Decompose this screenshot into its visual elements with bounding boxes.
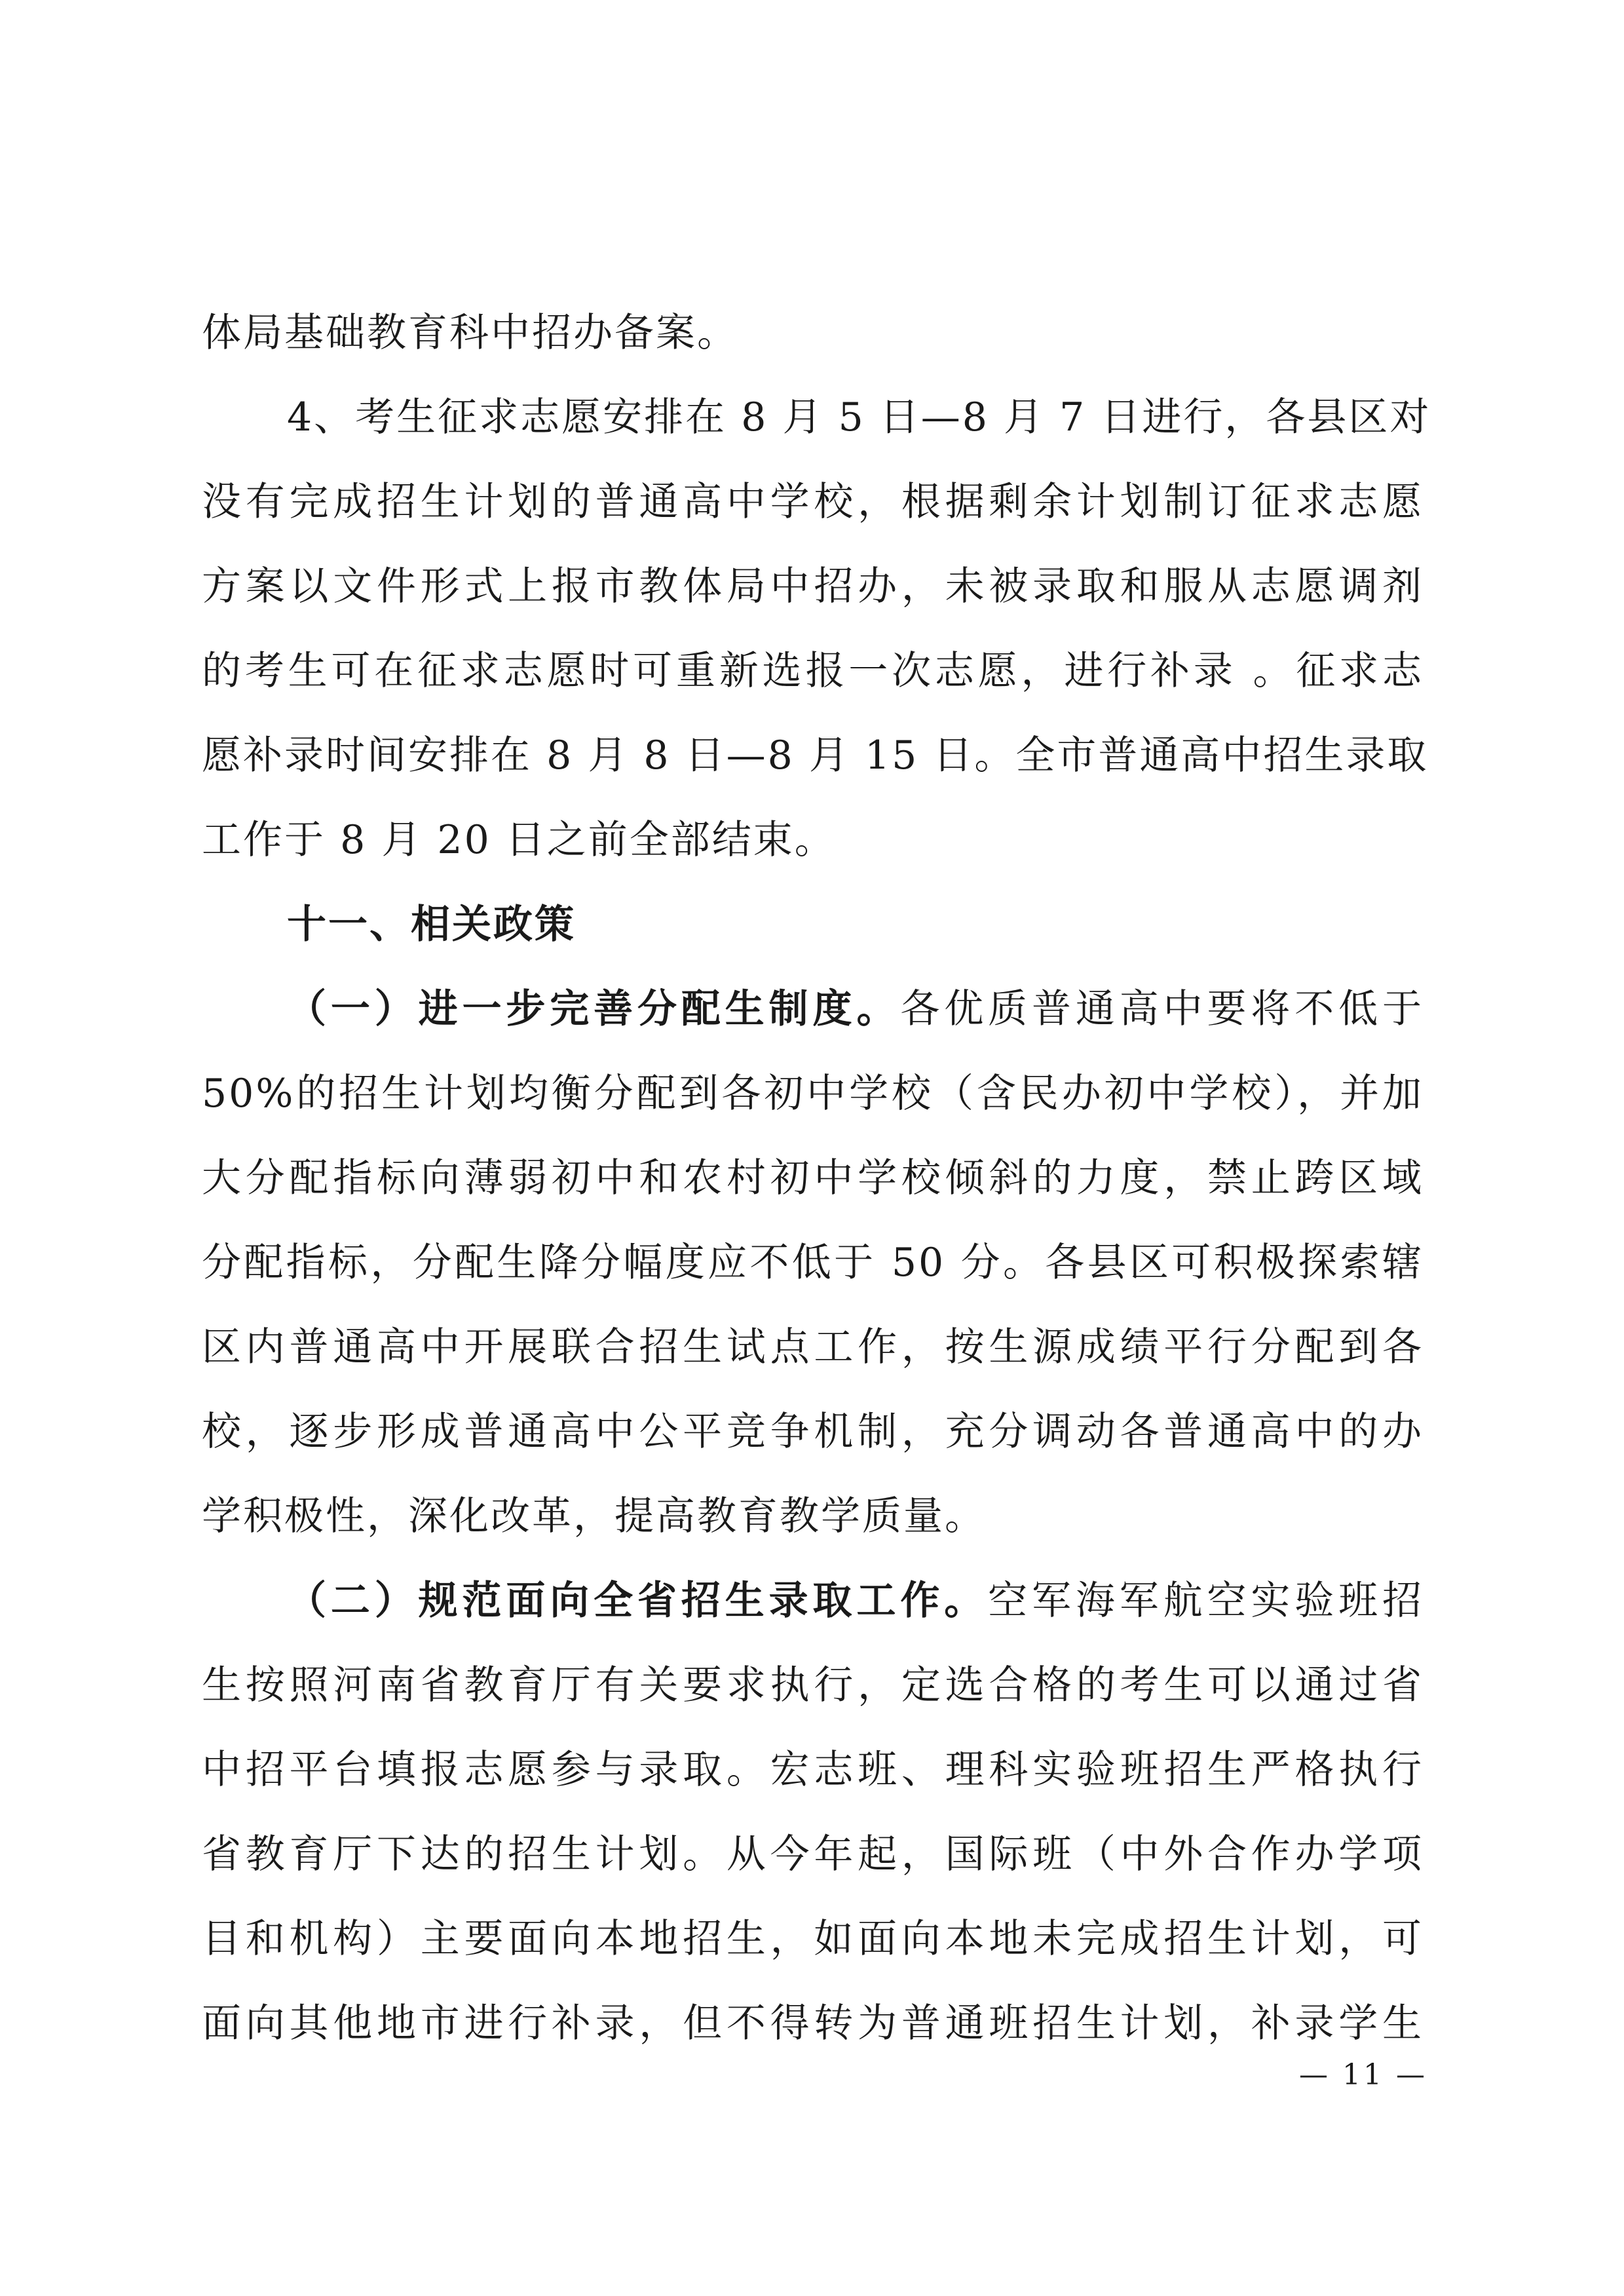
line-text: 4、考生征求志愿安排在 8 月 5 日—8 月 7 日进行，各县区对 [287,394,1431,440]
text-line [287,1575,1424,1627]
text-line [202,1744,1424,1796]
line-text: 学积极性，深化改革，提高教育教学质量。 [202,1493,986,1539]
page-number: — 11 — [1299,2058,1427,2092]
line-text: 面向其他地市进行补录，但不得转为普通班招生计划，补录学生 [202,2000,1424,2046]
text-line [202,645,1424,697]
text-line [202,560,1424,613]
line-text: 体局基础教育科中招办备案。 [202,310,738,356]
subsection-heading: （一）进一步完善分配生制度。 [287,986,901,1032]
line-text: 目和机构）主要面向本地招生，如面向本地未完成招生计划，可 [202,1916,1424,1962]
line-text: 空军海军航空实验班招 [988,1578,1424,1624]
line-text: 工作于 8 月 20 日之前全部结束。 [202,817,836,863]
text-line [202,814,1424,866]
line-text: 中招平台填报志愿参与录取。宏志班、理科实验班招生严格执行 [202,1747,1424,1793]
line-text: 分配指标，分配生降分幅度应不低于 50 分。各县区可积极探索辖 [202,1240,1424,1286]
line-text: 方案以文件形式上报市教体局中招办，未被录取和服从志愿调剂 [202,564,1424,609]
line-text: 没有完成招生计划的普通高中学校，根据剩余计划制订征求志愿 [202,479,1424,525]
text-line [202,476,1424,528]
text-line [202,1236,1424,1289]
text-line [202,1997,1424,2050]
text-line [202,1321,1424,1373]
text-line [202,1490,1424,1542]
line-text: 的考生可在征求志愿时可重新选报一次志愿，进行补录 。征求志 [202,648,1424,694]
section-heading [287,898,1424,951]
line-text: 校，逐步形成普通高中公平竞争机制，充分调动各普通高中的办 [202,1409,1424,1455]
line-text: 各优质普通高中要将不低于 [900,986,1424,1032]
subsection-heading: （二）规范面向全省招生录取工作。 [287,1578,989,1624]
line-text: 愿补录时间安排在 8 月 8 日—8 月 15 日。全市普通高中招生录取 [202,733,1429,778]
line-text: 50%的招生计划均衡分配到各初中学校（含民办初中学校），并加 [202,1071,1424,1117]
text-line [287,983,1424,1035]
text-line [202,1659,1424,1712]
line-text: 省教育厅下达的招生计划。从今年起，国际班（中外合作办学项 [202,1831,1424,1877]
line-text: 区内普通高中开展联合招生试点工作，按生源成绩平行分配到各 [202,1324,1424,1370]
text-line [202,1828,1424,1881]
line-text: 十一、相关政策 [287,902,576,947]
line-text: 生按照河南省教育厅有关要求执行，定选合格的考生可以通过省 [202,1662,1424,1708]
line-text: 大分配指标向薄弱初中和农村初中学校倾斜的力度，禁止跨区域 [202,1155,1424,1201]
text-line [202,1152,1424,1204]
text-line [202,729,1429,782]
text-line [287,391,1431,444]
text-line [202,1913,1424,1965]
text-line [202,1067,1424,1120]
text-line [202,307,1424,359]
text-line [202,1406,1424,1458]
